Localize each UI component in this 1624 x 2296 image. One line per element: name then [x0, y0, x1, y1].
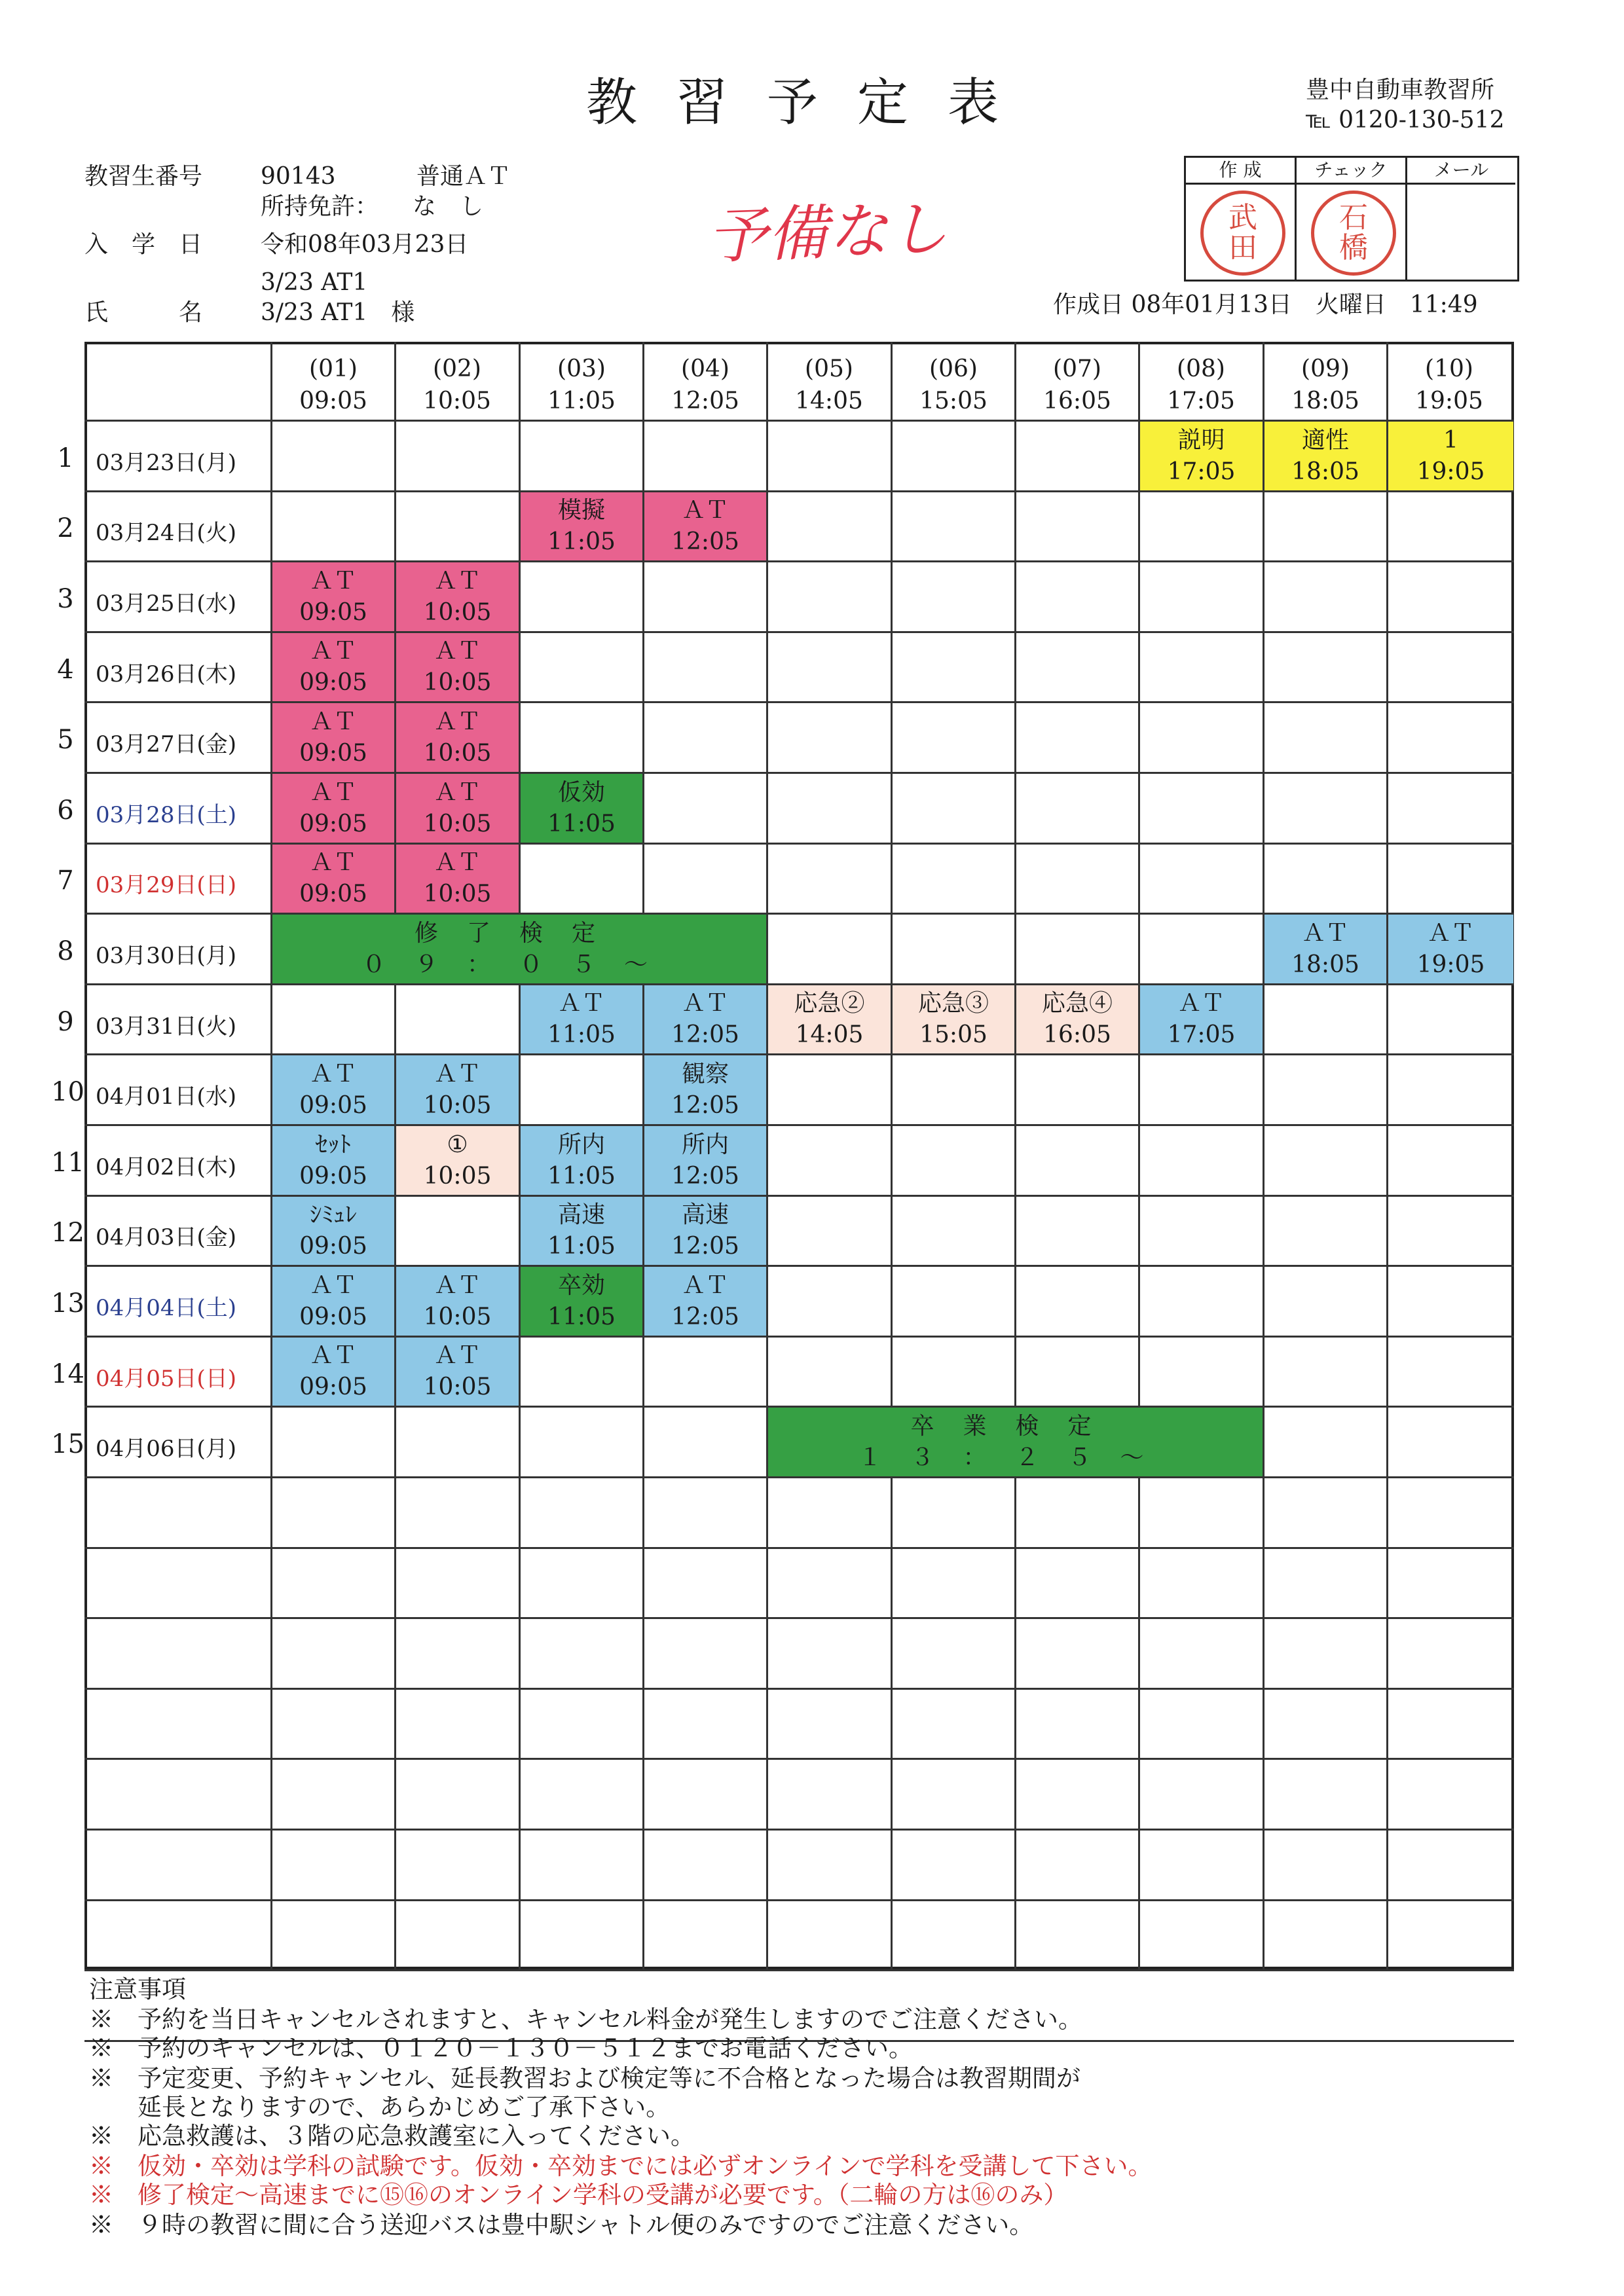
lesson-cell[interactable]: ＡＴ 09:05: [272, 1267, 394, 1336]
created-date: 作成日 08年01月13日 火曜日 11:49: [1053, 291, 1478, 318]
exam-time: １３：２５～: [858, 1444, 1173, 1471]
lesson-cell[interactable]: 所内 12:05: [644, 1126, 766, 1195]
stamp-header: チェック: [1297, 158, 1405, 185]
row-line: [84, 1617, 1514, 1619]
exam-name: 卒業検定: [910, 1412, 1120, 1440]
row-line: [84, 1547, 1514, 1549]
row-date: 03月23日(月): [96, 449, 237, 476]
column-header: (08) 17:05: [1167, 355, 1235, 414]
column-header: (10) 19:05: [1415, 355, 1483, 414]
row-number: 14: [51, 1358, 84, 1389]
row-date: 03月30日(月): [96, 943, 237, 969]
row-number: 5: [57, 725, 74, 756]
lesson-cell[interactable]: ＡＴ 10:05: [396, 774, 519, 843]
lesson-cell[interactable]: 所内 11:05: [521, 1126, 642, 1195]
row-line: [84, 1758, 1514, 1760]
row-number: 3: [57, 584, 74, 614]
lesson-cell[interactable]: 適性 18:05: [1264, 422, 1386, 490]
lesson-cell[interactable]: 卒効 11:05: [521, 1267, 642, 1336]
stamp-cell-check: [1297, 158, 1407, 280]
column-line: [766, 342, 768, 1969]
school-tel: ℡ 0120-130-512: [1306, 107, 1505, 134]
approval-stamp-box: [1184, 156, 1519, 282]
lesson-cell[interactable]: ＡＴ 10:05: [396, 1267, 519, 1336]
note-item: ※ 修了検定～高速までに⑮⑯のオンライン学科の受講が必要です。（二輪の方は⑯のみ）: [89, 2181, 1068, 2209]
enroll-date: 令和08年03月23日: [261, 231, 469, 258]
notes-heading: 注意事項: [89, 1975, 186, 2003]
row-number: 11: [51, 1147, 84, 1178]
column-header: (04) 12:05: [671, 355, 739, 414]
note-item: ※ 予定変更、予約キャンセル、延長教習および検定等に不合格となった場合は教習期間が: [89, 2064, 1081, 2092]
note-item: ※ 予約を当日キャンセルされますと、キャンセル料金が発生しますのでご注意ください。: [89, 2005, 1082, 2033]
lesson-cell[interactable]: ＡＴ 17:05: [1140, 985, 1263, 1053]
column-header: (01) 09:05: [299, 355, 367, 414]
row-date: 03月24日(火): [96, 520, 237, 547]
column-header: (09) 18:05: [1291, 355, 1359, 414]
stamp-cell-created: [1186, 158, 1297, 280]
lesson-cell[interactable]: 説明 17:05: [1140, 422, 1263, 490]
lesson-cell[interactable]: ＡＴ 09:05: [272, 845, 394, 913]
row-number: 13: [51, 1288, 84, 1319]
row-date: 03月28日(土): [96, 801, 237, 828]
exam-time: ０９：０５～: [361, 951, 676, 978]
row-number: 15: [51, 1429, 84, 1460]
handwritten-note: 予備なし: [706, 193, 950, 272]
lesson-cell[interactable]: 仮効 11:05: [521, 774, 642, 843]
license: な し: [413, 193, 484, 220]
student-number-label: 教習生番号: [84, 163, 203, 190]
row-date: 04月06日(月): [96, 1436, 237, 1463]
lesson-cell[interactable]: ① 10:05: [396, 1126, 519, 1195]
school-name: 豊中自動車教習所: [1306, 77, 1495, 103]
column-line: [1014, 342, 1016, 1969]
seal-stamp: 石 橋: [1311, 191, 1396, 276]
row-date: 04月04日(土): [96, 1295, 237, 1321]
column-header: (06) 15:05: [919, 355, 987, 414]
lesson-cell[interactable]: ＡＴ 09:05: [272, 703, 394, 772]
lesson-cell[interactable]: 観察 12:05: [644, 1055, 766, 1124]
row-line: [84, 490, 1514, 492]
note-item: ※ 仮効・卒効は学科の試験です。仮効・卒効までには必ずオンラインで学科を受講して下さい。: [89, 2152, 1153, 2180]
row-number: 8: [57, 936, 74, 966]
row-number: 1: [57, 443, 74, 473]
row-date: 03月26日(木): [96, 661, 237, 687]
student-name: 3/23 AT1 様: [261, 299, 415, 326]
note-item: ※ ９時の教習に間に合う送迎バスは豊中駅シャトル便のみですのでご注意ください。: [89, 2211, 1034, 2239]
lesson-cell[interactable]: ＡＴ 12:05: [644, 1267, 766, 1336]
lesson-cell[interactable]: ＡＴ 10:05: [396, 1055, 519, 1124]
row-number: 9: [57, 1006, 74, 1037]
lesson-cell[interactable]: 高速 11:05: [521, 1197, 642, 1265]
lesson-cell[interactable]: ＡＴ 18:05: [1264, 915, 1386, 983]
lesson-cell[interactable]: ＡＴ 12:05: [644, 985, 766, 1053]
stamp-cell-mail: [1407, 158, 1515, 280]
lesson-cell[interactable]: 高速 12:05: [644, 1197, 766, 1265]
name-label: 氏 名: [84, 299, 203, 326]
column-line: [891, 342, 893, 1969]
lesson-cell[interactable]: ｾｯﾄ 09:05: [272, 1126, 394, 1195]
lesson-cell[interactable]: ＡＴ 09:05: [272, 774, 394, 843]
row-number: 2: [57, 513, 74, 544]
row-number: 4: [57, 654, 74, 685]
exam-block[interactable]: [272, 915, 766, 983]
column-line: [1263, 342, 1264, 1969]
course: 普通ＡＴ: [416, 163, 511, 190]
column-header: (07) 16:05: [1043, 355, 1111, 414]
lesson-cell[interactable]: 応急② 14:05: [768, 985, 891, 1053]
row-line: [84, 1688, 1514, 1690]
lesson-cell[interactable]: 模擬 11:05: [521, 492, 642, 560]
row-date: 04月03日(金): [96, 1224, 237, 1251]
row-date: 04月01日(水): [96, 1084, 237, 1110]
lesson-cell[interactable]: ＡＴ 09:05: [272, 1338, 394, 1406]
lesson-cell[interactable]: ＡＴ 09:05: [272, 633, 394, 701]
seal-stamp: 武 田: [1200, 191, 1285, 276]
row-number: 7: [57, 866, 74, 896]
lesson-cell[interactable]: 応急③ 15:05: [893, 985, 1014, 1053]
row-date: 03月31日(火): [96, 1013, 237, 1040]
row-line: [84, 1969, 1514, 1971]
row-number: 10: [51, 1077, 84, 1108]
lesson-cell[interactable]: ＡＴ 11:05: [521, 985, 642, 1053]
row-number: 6: [57, 795, 74, 826]
row-date: 04月05日(日): [96, 1365, 237, 1392]
row-line: [84, 1899, 1514, 1901]
stamp-header: メール: [1407, 158, 1515, 185]
row-number: 12: [51, 1218, 84, 1248]
lesson-cell[interactable]: ＡＴ 19:05: [1388, 915, 1513, 983]
row-date: 03月27日(金): [96, 731, 237, 758]
column-line: [1386, 342, 1388, 1969]
exam-block[interactable]: [768, 1408, 1263, 1476]
note-item: 延長となりますので、あらかじめご了承下さい。: [89, 2093, 671, 2121]
column-header: (02) 10:05: [423, 355, 491, 414]
student-number: 90143: [261, 163, 336, 190]
lesson-cell[interactable]: ｼﾐｭﾚ 09:05: [272, 1197, 394, 1265]
page-title: 教習予定表: [585, 73, 1038, 132]
lesson-cell[interactable]: 応急④ 16:05: [1016, 985, 1138, 1053]
row-date: 04月02日(木): [96, 1154, 237, 1180]
lesson-cell[interactable]: ＡＴ 09:05: [272, 1055, 394, 1124]
lesson-cell[interactable]: ＡＴ 10:05: [396, 845, 519, 913]
lesson-cell[interactable]: ＡＴ 12:05: [644, 492, 766, 560]
license-label: 所持免許：: [261, 193, 379, 220]
row-date: 03月29日(日): [96, 872, 237, 899]
lesson-cell[interactable]: ＡＴ 10:05: [396, 633, 519, 701]
enroll-label: 入 学 日: [84, 231, 203, 258]
column-line: [1138, 342, 1140, 1969]
column-header: (03) 11:05: [547, 355, 616, 414]
lesson-cell[interactable]: ＡＴ 09:05: [272, 562, 394, 631]
note-item: ※ 応急救護は、３階の応急救護室に入ってください。: [89, 2122, 695, 2150]
course-extra: 3/23 AT1: [261, 269, 368, 296]
row-line: [84, 1476, 1514, 1478]
lesson-cell[interactable]: 1 19:05: [1388, 422, 1513, 490]
column-header: (05) 14:05: [795, 355, 863, 414]
note-item: ※ 予約のキャンセルは、０１２０－１３０－５１２までお電話ください。: [89, 2034, 913, 2062]
lesson-cell[interactable]: ＡＴ 10:05: [396, 562, 519, 631]
row-line: [84, 1829, 1514, 1831]
lesson-cell[interactable]: ＡＴ 10:05: [396, 703, 519, 772]
exam-name: 修了検定: [414, 919, 624, 947]
row-date: 03月25日(水): [96, 591, 237, 617]
stamp-header: 作 成: [1186, 158, 1295, 185]
lesson-cell[interactable]: ＡＴ 10:05: [396, 1338, 519, 1406]
